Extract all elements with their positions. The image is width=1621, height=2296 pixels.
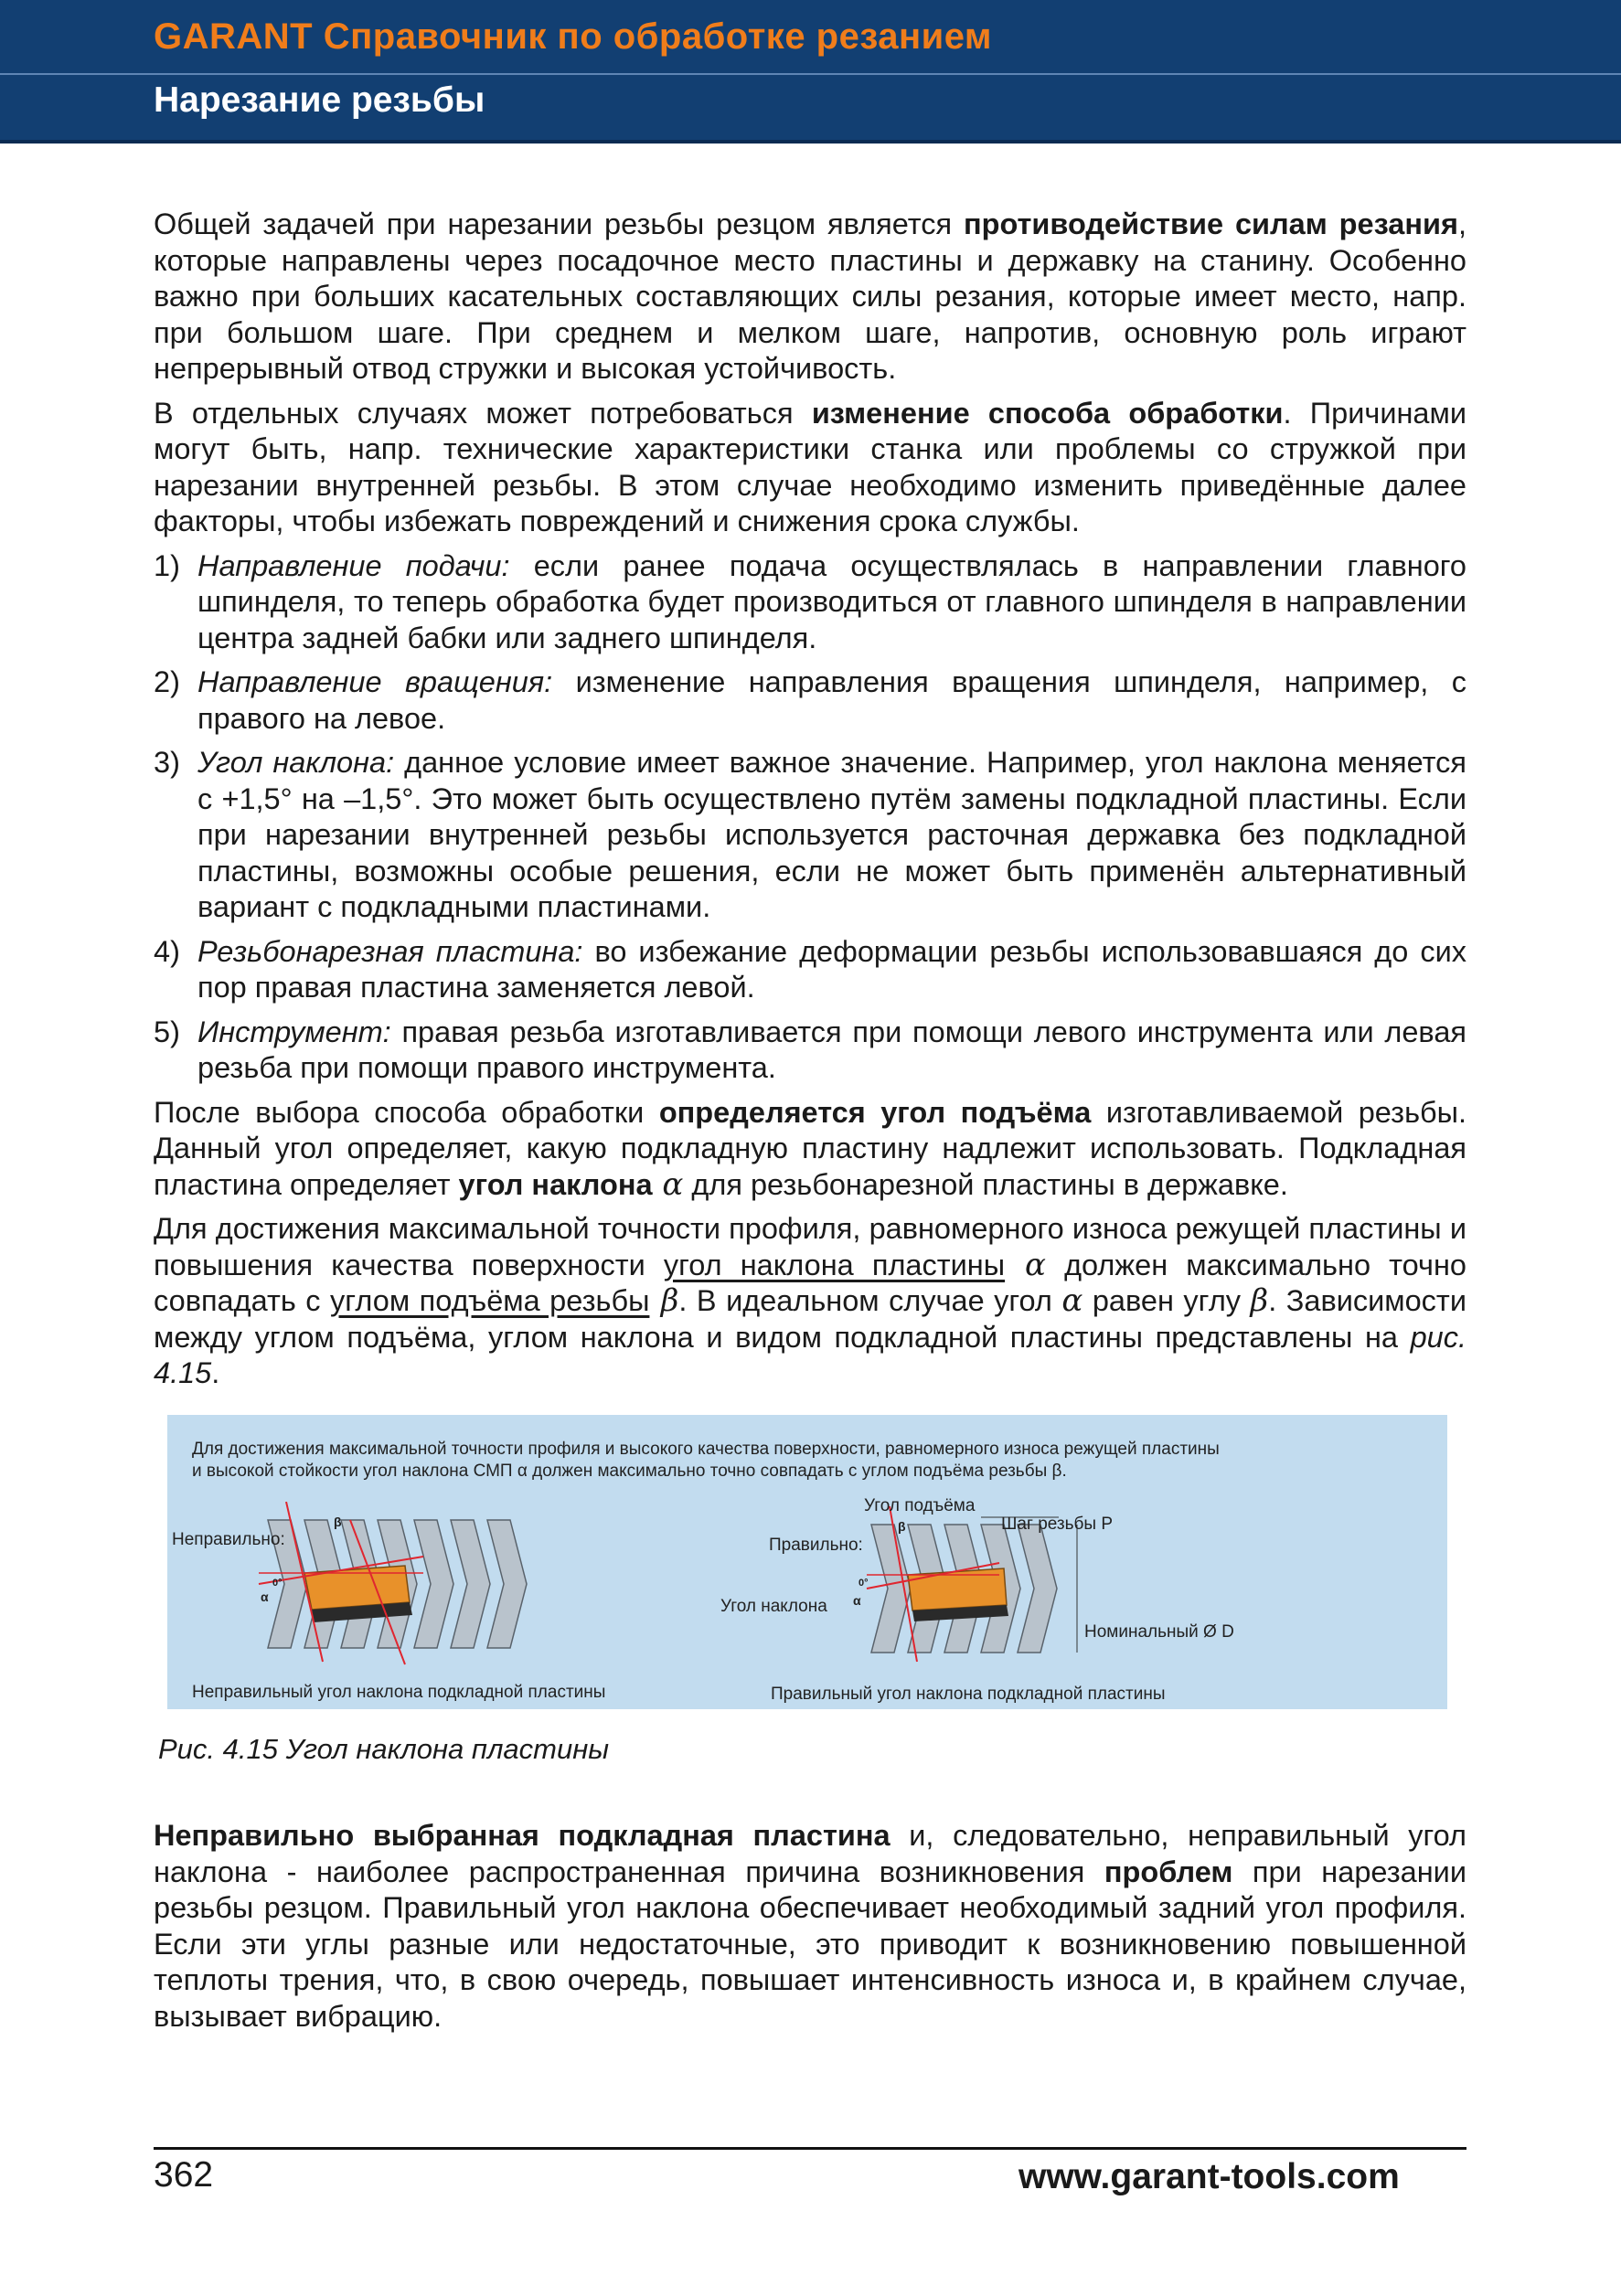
text: при нарезании резьбы резцом. Правильный угол наклона обеспечивает необходимый задний угол профиля. Если эти углы разные или недостаточные, это приводит к возникновению повышенной теплоты трения, что, в свою очередь, повышает интенсивность износа и, в крайнем случае, вызывает вибрацию. — [154, 1855, 1466, 2033]
text: равен углу — [1082, 1284, 1251, 1317]
list-number: 4) — [154, 934, 180, 968]
list-number: 3) — [154, 746, 180, 779]
list-text: правая резьба изготавливается при помощи левого инструмента или левая резьба при помощи правого инструмента. — [197, 1015, 1466, 1084]
alpha-symbol: α — [1005, 1246, 1046, 1283]
bold-term: угол наклона — [458, 1167, 653, 1201]
list-text: во избежание деформации резьбы использовавшаяся до сих пор правая пластина заменяется левой. — [197, 934, 1466, 1004]
header-subtitle: Нарезание резьбы — [154, 80, 485, 120]
paragraph-lead-angle — [154, 1095, 1466, 1204]
bold-term: противодействие силам резания — [963, 207, 1458, 240]
list-number: 2) — [154, 665, 180, 698]
list-text: данное условие имеет важное значение. Например, угол наклона меняется с +1,5° на –1,5°. Это может быть осуществлено путём замены подкладной пластины. Если при нарезании внутренней резьбы используется расточная державка без подкладной пластины, возможны особые решения, если не может быть применён альтернативный вариант с подкладными пластинами. — [197, 746, 1466, 923]
list-term: Угол наклона: — [197, 746, 395, 779]
alpha-label: α — [261, 1589, 269, 1604]
wrong-caption: Неправильный угол наклона подкладной пластины — [192, 1682, 606, 1702]
text: для резьбонарезной пластины в державке. — [683, 1167, 1288, 1201]
zero-deg-label: 0° — [858, 1577, 869, 1589]
text: Общей задачей при нарезании резьбы резцом является — [154, 207, 964, 240]
figure-4-15 — [167, 1415, 1447, 1709]
alpha-label: α — [853, 1592, 861, 1608]
footer-divider — [154, 2147, 1466, 2150]
text: . Причинами могут быть, напр. технические характеристики станка или проблемы со стружкой при нарезании внутренней резьбы. В этом случае необходимо изменить приведённые далее факторы, чтобы избежать повреждений и снижения срока службы. — [154, 396, 1467, 537]
thread-diagram-wrong — [250, 1502, 606, 1666]
diameter-label: Номинальный Ø D — [1084, 1621, 1234, 1642]
beta-symbol: β — [1250, 1282, 1269, 1319]
factor-list — [154, 548, 1466, 1087]
list-item — [154, 664, 1466, 737]
right-caption: Правильный угол наклона подкладной пластины — [771, 1684, 1166, 1704]
main-content — [154, 207, 1466, 2043]
wrong-label: Неправильно: — [172, 1529, 285, 1549]
list-item — [154, 1015, 1466, 1087]
list-term: Направление подачи: — [197, 548, 510, 582]
list-term: Направление вращения: — [197, 665, 553, 698]
list-text: если ранее подача осуществлялась в направлении главного шпинделя, то теперь обработка будет производиться от главного шпинделя в направлении центра задней бабки или заднего шпинделя. — [197, 548, 1467, 654]
figure-caption: Рис. 4.15 Угол наклона пластины — [158, 1732, 610, 1765]
text: изготавливаемой резьбы. Данный угол определяет, какую подкладную пластину надлежит использовать. Подкладная пластина определяет — [154, 1095, 1466, 1201]
underlined-term: угол наклона пластины — [663, 1248, 1006, 1281]
insert-shape — [304, 1566, 410, 1610]
alpha-symbol: α — [1061, 1282, 1083, 1319]
list-item — [154, 548, 1466, 657]
text: . Зависимости между углом подъёма, углом наклона и видом подкладной пластины представлены на — [154, 1284, 1466, 1354]
list-number: 5) — [154, 1015, 180, 1048]
text: , которые направлены через посадочное место пластины и державку на станину. Особенно важно при больших касательных составляющих силы резания, которые имеет место, напр. при большом шаге. При среднем и мелком шаге, напротив, основную роль играют непрерывный отвод стружки и высокая устойчивость. — [154, 207, 1466, 385]
page-number: 362 — [154, 2155, 214, 2195]
beta-label: β — [898, 1518, 906, 1534]
list-term: Резьбонарезная пластина: — [197, 934, 583, 968]
paragraph-wrong-shim — [154, 1818, 1466, 2035]
pitch-label: Шаг резьбы P — [1001, 1514, 1114, 1534]
lead-angle-label: Угол подъёма — [864, 1495, 976, 1515]
bold-term: изменение способа обработки — [811, 396, 1284, 430]
zero-deg-label: 0° — [272, 1577, 283, 1589]
list-term: Инструмент: — [197, 1015, 391, 1048]
list-item — [154, 745, 1466, 926]
bold-term: проблем — [1104, 1855, 1233, 1888]
bold-term: определяется угол подъёма — [658, 1095, 1092, 1129]
text: Для достижения максимальной точности профиля, равномерного износа режущей пластины и повышения качества поверхности — [154, 1212, 1466, 1281]
text: После выбора способа обработки — [154, 1095, 659, 1129]
underlined-term: углом подъёма резьбы — [330, 1284, 650, 1317]
paragraph-accuracy — [154, 1211, 1466, 1392]
figure-intro-line: Для достижения максимальной точности профиля и высокого качества поверхности, равномерного износа режущей пластины — [192, 1439, 1220, 1459]
figure-reference: рис. 4.15 — [154, 1320, 1466, 1389]
text: и, следовательно, неправильный угол наклона - наиболее распространенная причина возникновения — [154, 1819, 1467, 1888]
beta-symbol: β — [649, 1282, 679, 1319]
list-number: 1) — [154, 548, 180, 582]
incline-label: Угол наклона — [720, 1596, 827, 1616]
figure-intro-line: и высокой стойкости угол наклона СМП α должен максимально точно совпадать с углом подъёма резьбы β. — [192, 1461, 1067, 1481]
text: В отдельных случаях может потребоваться — [154, 396, 812, 430]
paragraph-process-change — [154, 396, 1466, 540]
alpha-symbol: α — [652, 1165, 684, 1203]
text: . В идеальном случае угол — [678, 1284, 1062, 1317]
bold-term: Неправильно выбранная подкладная пластина — [154, 1819, 890, 1852]
right-label: Правильно: — [769, 1535, 863, 1555]
list-text: изменение направления вращения шпинделя, например, с правого на левое. — [197, 665, 1466, 735]
list-item — [154, 934, 1466, 1006]
website-link[interactable]: www.garant-tools.com — [1018, 2157, 1400, 2196]
paragraph-cutting-forces — [154, 207, 1466, 388]
page-header — [0, 0, 1621, 144]
header-divider — [0, 73, 1621, 75]
header-title: GARANT Справочник по обработке резанием — [154, 16, 993, 57]
text: . — [211, 1356, 220, 1389]
beta-label: β — [334, 1514, 342, 1529]
text: должен максимально точно совпадать с — [154, 1248, 1466, 1317]
